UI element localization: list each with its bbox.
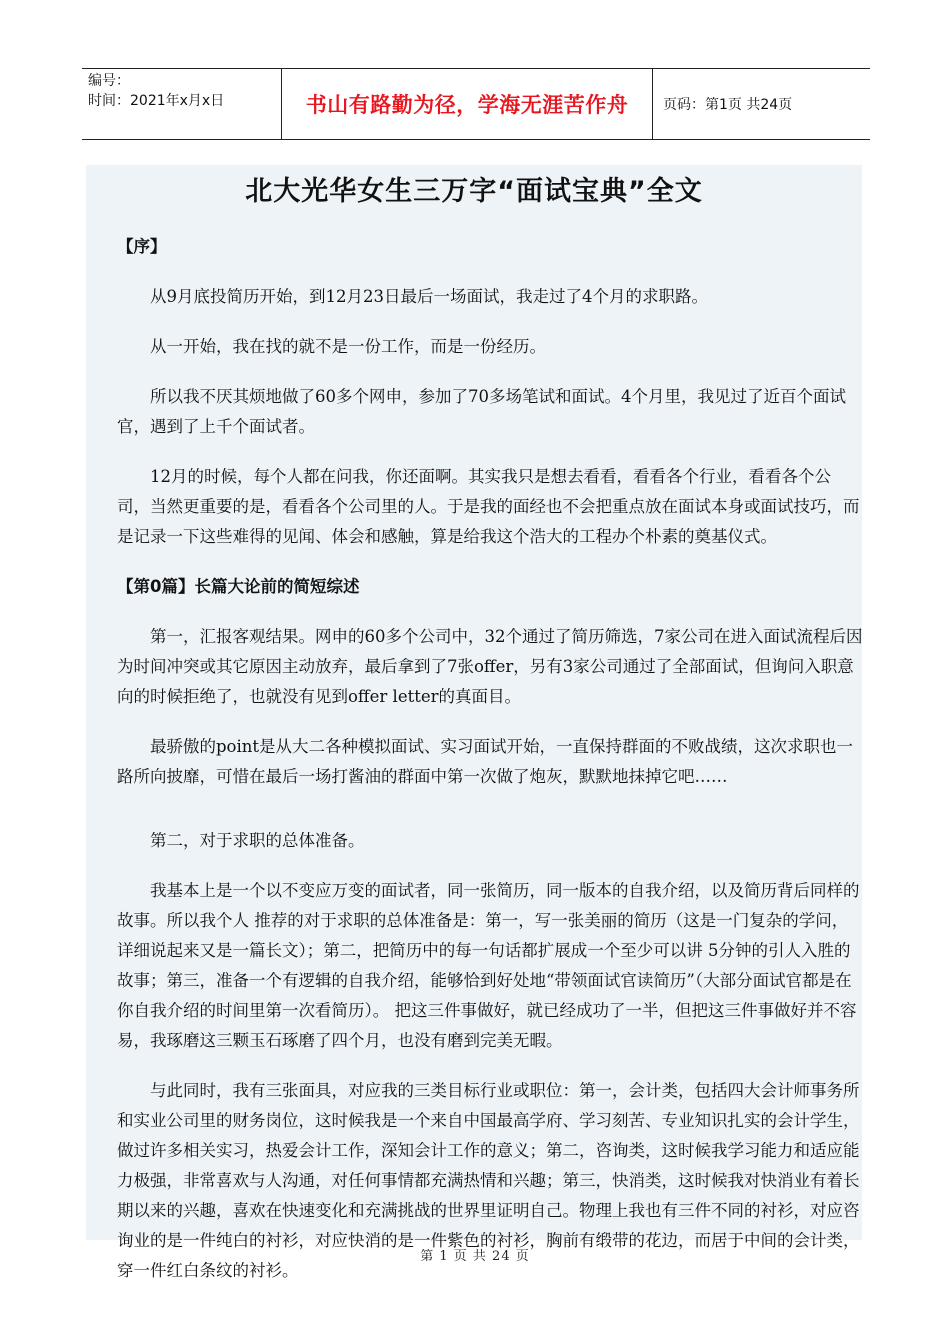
number-label: 编号：: [88, 73, 130, 89]
section-heading: 【序】: [117, 237, 167, 256]
paragraph: 从一开始，我在找的就不是一份工作，而是一份经历。: [150, 337, 546, 356]
document-title: 北大光华女生三万字“面试宝典”全文: [245, 176, 703, 207]
paragraph: 与此同时，我有三张面具，对应我的三类目标行业或职位：第一，会计类，包括四大会计师事务所和实业公司里的财务岗位，这时候我是一个来自中国最高学府、学习刻苦、专业知识扎实的会计学生，做过许多相关实习，热爱会计工作，深知会计工作的意义；第二，咨询类，这时候我学习能力和适应能力极强，非常喜欢与人沟通，对任何事情都充满热情和兴趣；第三，快消类，这时候我对快消业有着长期以来的兴趣，喜欢在快速变化和充满挑战的世界里证明自己。物理上我也有三件不同的衬衫，对应咨询业的是一件纯白的衬衫，对应快消的是一件紫色的衬衫，胸前有缎带的花边，而居于中间的会计类，穿一件红白条纹的衬衫。: [117, 1081, 860, 1280]
paragraph: 我基本上是一个以不变应万变的面试者，同一张简历，同一版本的自我介绍，以及简历背后同样的故事。所以我个人 推荐的对于求职的总体准备是：第一，写一张美丽的简历（这是一门复杂的学问，详细说起来又是一篇长文）；第二，把简历中的每一句话都扩展成一个至少可以讲 5分钟的引人入胜的故事；第三，准备一个有逻辑的自我介绍，能够恰到好处地“带领面试官读简历”（大部分面试官都是在你自我介绍的时间里第一次看简历）。 把这三件事做好，就已经成功了一半，但把这三件事做好并不容易，我琢磨这三颗玉石琢磨了四个月，也没有磨到完美无暇。: [117, 881, 860, 1050]
header-table: [82, 68, 870, 140]
motto: 书山有路勤为径，学海无涯苦作舟: [281, 69, 653, 139]
paragraph: 12月的时候，每个人都在问我，你还面啊。其实我只是想去看看，看看各个行业，看看各个公司，当然更重要的是，看看各个公司里的人。于是我的面经也不会把重点放在面试本身或面试技巧，而是记录一下这些难得的见闻、体会和感触，算是给我这个浩大的工程办个朴素的奠基仪式。: [117, 467, 860, 546]
paragraph: 最骄傲的point是从大二各种模拟面试、实习面试开始，一直保持群面的不败战绩，这次求职也一路所向披靡，可惜在最后一场打酱油的群面中第一次做了炮灰，默默地抹掉它吧……: [117, 737, 854, 786]
section-heading: 【第0篇】长篇大论前的简短综述: [117, 577, 360, 596]
header-meta-cell: [82, 69, 281, 139]
document-body: [117, 232, 863, 1306]
paragraph: 从9月底投简历开始，到12月23日最后一场面试，我走过了4个月的求职路。: [150, 287, 708, 306]
paragraph: 第一，汇报客观结果。网申的60多个公司中，32个通过了简历筛选，7家公司在进入面试流程后因为时间冲突或其它原因主动放弃，最后拿到了7张offer，另有3家公司通过了全部面试，但询问入职意向的时候拒绝了，也就没有见到offer letter的真面目。: [117, 627, 863, 706]
page-info: 页码：第1页 共24页: [663, 97, 793, 113]
paragraph: 第二，对于求职的总体准备。: [150, 831, 365, 850]
page-footer: 第 1 页 共 24 页: [420, 1249, 530, 1264]
date-label: 时间：2021年x月x日: [88, 93, 225, 109]
paragraph: 所以我不厌其烦地做了60多个网申，参加了70多场笔试和面试。4个月里，我见过了近百个面试官，遇到了上千个面试者。: [117, 387, 846, 436]
